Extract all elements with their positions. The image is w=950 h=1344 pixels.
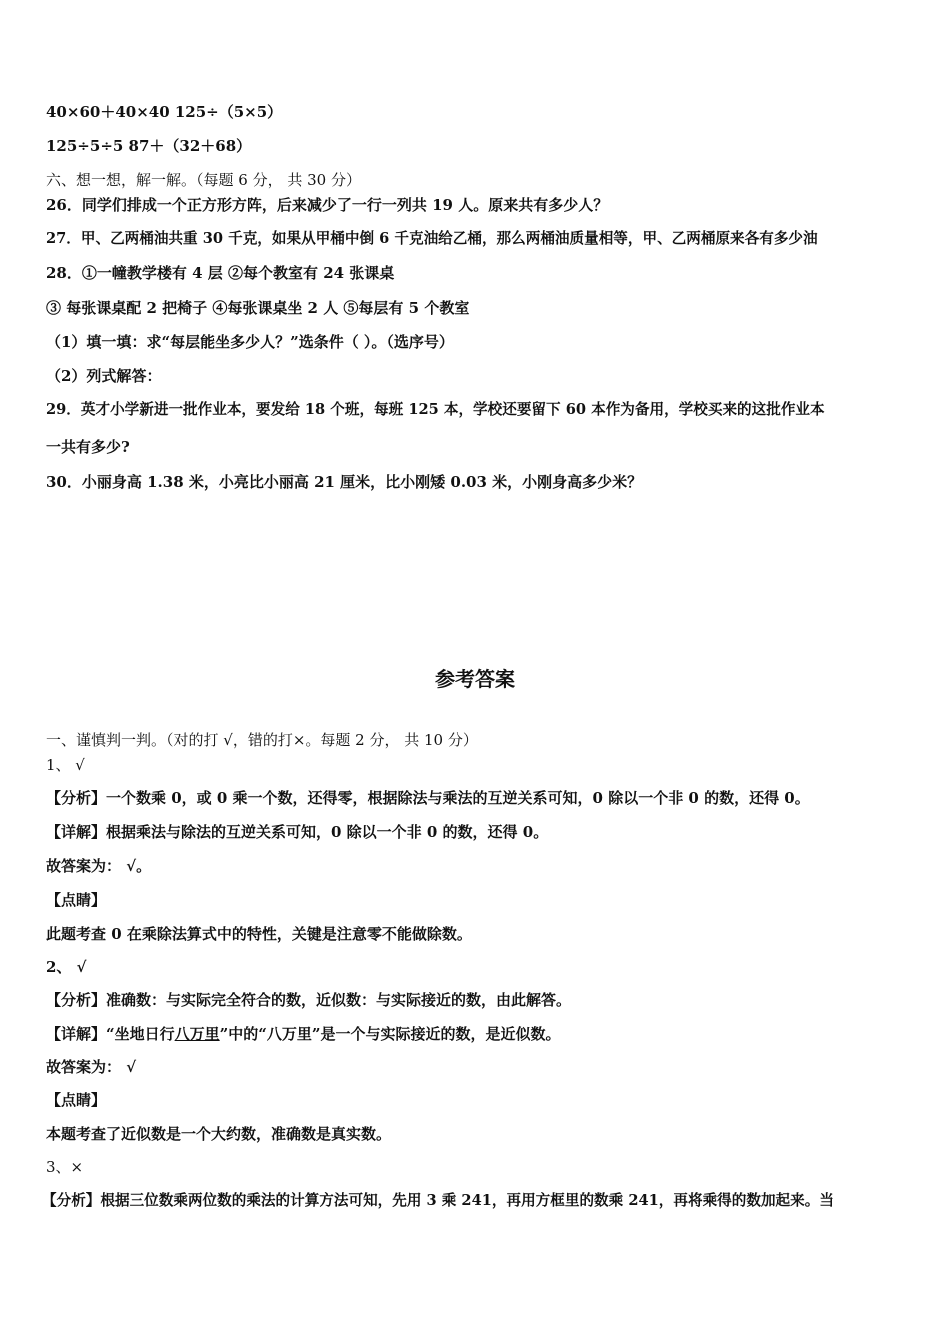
- answer-1-detail: 【详解】根据乘法与除法的互逆关系可知，0 除以一个非 0 的数，还得 0。: [46, 823, 549, 841]
- answer-3-number: 3、×: [46, 1158, 84, 1176]
- answer-2-detail-underlined: 八万里: [174, 1025, 220, 1043]
- answer-3-analysis: 【分析】根据三位数乘两位数的乘法的计算方法可知，先用 3 乘 241，再用方框里的数乘 241，再将乘得的数加起来。当: [42, 1192, 834, 1209]
- calc-line-1: 40×60＋40×40 125÷（5×5）: [46, 103, 283, 121]
- question-28-sub-1: （1）填一填：求“每层能坐多少人？”选条件（ ）。（选序号）: [46, 333, 454, 351]
- question-29-line-1: 29．英才小学新进一批作业本，要发给 18 个班，每班 125 本，学校还要留下 60 本作为备用，学校买来的这批作业本: [46, 401, 825, 418]
- answer-2-conclusion: 故答案为： √: [46, 1058, 137, 1076]
- answer-1-comment-label: 【点睛】: [46, 891, 107, 909]
- answer-2-analysis: 【分析】准确数：与实际完全符合的数，近似数：与实际接近的数，由此解答。: [46, 991, 572, 1009]
- question-28-line-1: 28．①一幢教学楼有 4 层 ②每个教室有 24 张课桌: [46, 264, 395, 282]
- question-30: 30．小丽身高 1.38 米，小亮比小丽高 21 厘米，比小刚矮 0.03 米，小刚身高多少米？: [46, 473, 643, 491]
- answer-1-number: 1、 √: [46, 756, 85, 774]
- answers-section-1-header: 一、谨慎判一判。（对的打 √，错的打×。每题 2 分， 共 10 分）: [46, 731, 478, 749]
- answer-2-detail: [46, 1024, 561, 1044]
- calc-line-2: 125÷5÷5 87＋（32＋68）: [46, 137, 252, 155]
- answer-2-comment: 本题考查了近似数是一个大约数，准确数是真实数。: [46, 1125, 392, 1143]
- answer-1-comment: 此题考查 0 在乘除法算式中的特性，关键是注意零不能做除数。: [46, 925, 472, 943]
- answers-title: 参考答案: [435, 667, 515, 691]
- answer-2-comment-label: 【点睛】: [46, 1091, 107, 1109]
- question-27: 27．甲、乙两桶油共重 30 千克，如果从甲桶中倒 6 千克油给乙桶，那么两桶油质量相等，甲、乙两桶原来各有多少油: [46, 230, 818, 247]
- answer-1-analysis: 【分析】一个数乘 0，或 0 乘一个数，还得零，根据除法与乘法的互逆关系可知，0 除以一个非 0 的数，还得 0。: [46, 789, 810, 807]
- question-26: 26．同学们排成一个正方形方阵，后来减少了一行一列共 19 人。原来共有多少人？: [46, 196, 609, 214]
- question-28-line-2: ③ 每张课桌配 2 把椅子 ④每张课桌坐 2 人 ⑤每层有 5 个教室: [46, 299, 470, 317]
- answer-1-conclusion: 故答案为： √。: [46, 857, 152, 875]
- question-29-line-2: 一共有多少?: [46, 438, 130, 456]
- answer-2-detail-suffix: ”中的“八万里”是一个与实际接近的数，是近似数。: [219, 1025, 561, 1043]
- question-28-sub-2: （2）列式解答：: [46, 367, 162, 385]
- answer-2-number: 2、 √: [46, 958, 87, 976]
- section-6-header: 六、想一想，解一解。（每题 6 分， 共 30 分）: [46, 171, 361, 189]
- answer-2-detail-prefix: 【详解】“坐地日行: [46, 1025, 175, 1043]
